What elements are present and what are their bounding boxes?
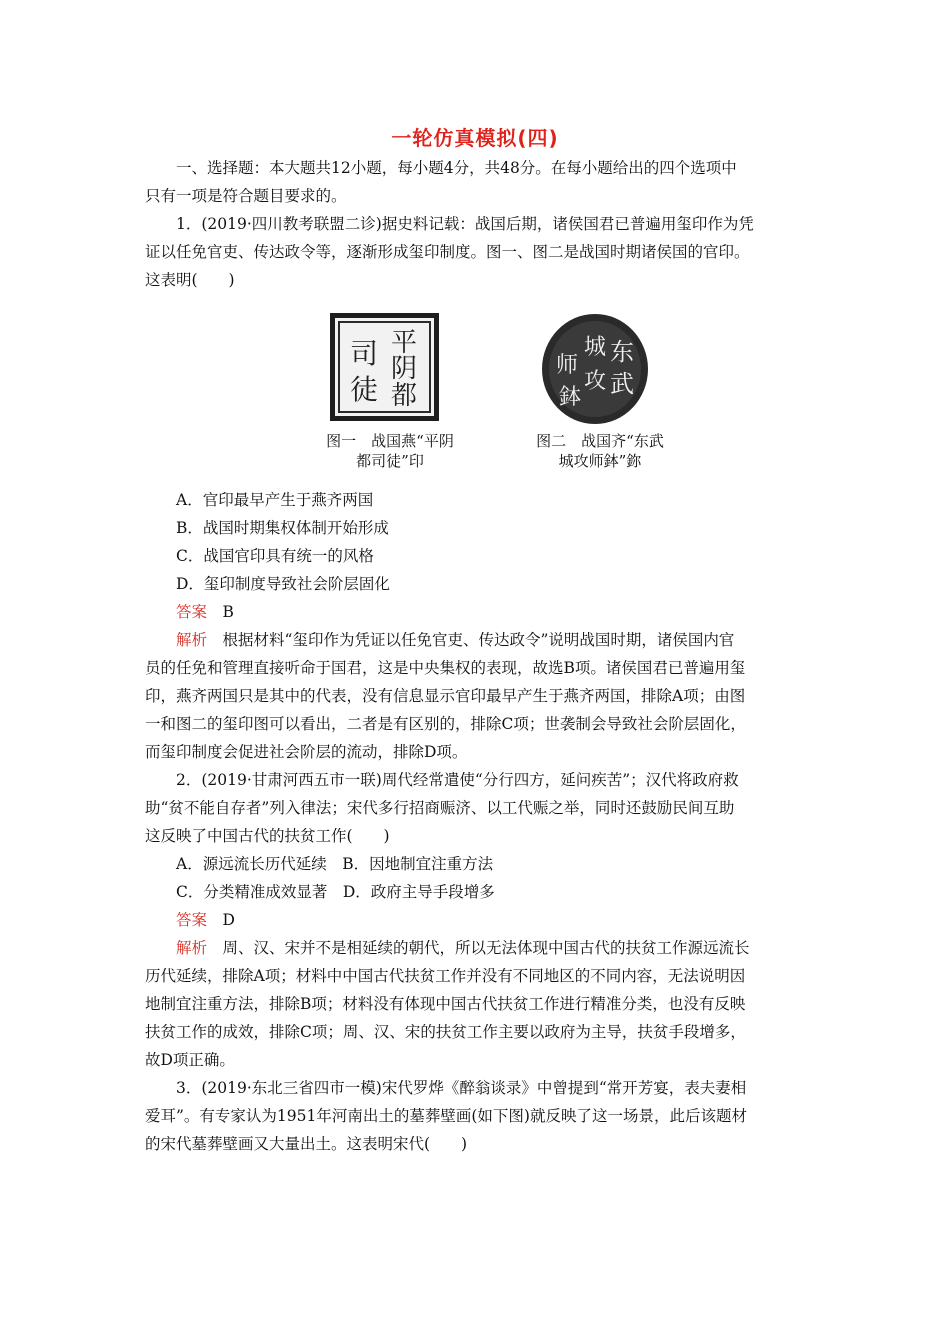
answer-label: 解析: [176, 631, 208, 649]
line-text: B: [207, 603, 234, 621]
text-line: [145, 742, 467, 762]
text-line: [145, 1106, 747, 1126]
line-text: 地制宜注重方法，排除B项；材料没有体现中国古代扶贫工作进行精准分类，也没有反映: [145, 995, 746, 1013]
text-line: [145, 826, 390, 846]
line-text: 历代延续，排除A项；材料中中国古代扶贫工作并没有不同地区的不同内容，无法说明因: [145, 967, 746, 985]
line-text: 证以任免官吏、传达政令等，逐渐形成玺印制度。图一、图二是战国时期诸侯国的官印。: [145, 243, 750, 261]
line-text: 这表明( ): [145, 271, 235, 289]
line-text: 扶贫工作的成效，排除C项；周、汉、宋的扶贫工作主要以政府为主导，扶贫手段增多，: [145, 1023, 746, 1041]
text-line: [176, 158, 737, 178]
text-line: [176, 770, 739, 790]
line-text: 一、选择题：本大题共12小题，每小题4分，共48分。在每小题给出的四个选项中: [176, 159, 737, 177]
text-line: [145, 186, 347, 206]
text-line: [145, 798, 734, 818]
line-text: A．源远流长历代延续 B．因地制宜注重方法: [176, 855, 494, 873]
seal-glyph: 鉢: [558, 385, 582, 410]
line-text: 而玺印制度会促进社会阶层的流动，排除D项。: [145, 743, 468, 761]
seal-glyph: 攻: [583, 369, 607, 394]
seal-glyph: 阴: [390, 354, 418, 384]
text-line: [145, 686, 745, 706]
text-line: [145, 714, 746, 734]
line-text: C．战国官印具有统一的风格: [176, 547, 374, 565]
line-text: 爱耳”。有专家认为1951年河南出土的墓葬壁画(如下图)就反映了这一场景，此后该题材: [145, 1107, 747, 1125]
line-text: 根据材料“玺印作为凭证以任免官吏、传达政令”说明战国时期，诸侯国内官: [207, 631, 735, 649]
line-text: D．玺印制度导致社会阶层固化: [176, 575, 390, 593]
line-text: 员的任免和管理直接听命于国君，这是中央集权的表现，故选B项。诸侯国君已普遍用玺: [145, 659, 746, 677]
text-line: [145, 1022, 746, 1042]
text-line: [176, 882, 495, 902]
seal-glyph: 城: [583, 335, 607, 360]
text-line: [145, 242, 750, 262]
text-line: [145, 1050, 235, 1070]
answer-label: 解析: [176, 939, 208, 957]
text-line: [145, 1134, 467, 1154]
answer-line: [176, 630, 734, 650]
text-line: [176, 574, 390, 594]
seal-glyph: 东: [610, 338, 634, 366]
line-text: 一和图二的玺印图可以看出，二者是有区别的，排除C项；世袭制会导致社会阶层固化，: [145, 715, 746, 733]
figure-1-caption-line2: 都司徒”印: [356, 452, 424, 470]
line-text: 故D项正确。: [145, 1051, 235, 1069]
seal-image-2: [540, 312, 650, 427]
line-text: 2．(2019·甘肃河西五市一联)周代经常遣使“分行四方，延问疾苦”；汉代将政府救: [176, 771, 739, 789]
text-line: [176, 854, 493, 874]
seal-glyph: 师: [555, 353, 579, 378]
seal-glyph: 都: [390, 381, 418, 411]
line-text: 3．(2019·东北三省四市一模)宋代罗烨《醉翁谈录》中曾提到“常开芳宴，表夫妻相: [176, 1079, 747, 1097]
line-text: A．官印最早产生于燕齐两国: [176, 491, 374, 509]
answer-line: [176, 602, 234, 622]
answer-label: 答案: [176, 911, 208, 929]
line-text: 助“贫不能自存者”列入律法；宋代多行招商赈济、以工代赈之举，同时还鼓励民间互助: [145, 799, 735, 817]
seal-glyph: 司: [349, 337, 379, 370]
answer-line: [176, 910, 235, 930]
text-line: [176, 490, 373, 510]
seal-image-1: [330, 313, 439, 421]
page-title: 一轮仿真模拟(四): [391, 126, 559, 150]
seal-glyph: 武: [610, 370, 634, 398]
text-line: [145, 658, 745, 678]
line-text: 1．(2019·四川教考联盟二诊)据史料记载：战国后期，诸侯国君已普遍用玺印作为凭: [176, 215, 754, 233]
line-text: B．战国时期集权体制开始形成: [176, 519, 389, 537]
figure-2-caption-line2: 城攻师鉢”鉨: [558, 452, 642, 470]
line-text: 的宋代墓葬壁画又大量出土。这表明宋代( ): [145, 1135, 468, 1153]
figure-1-caption-line1: 图一 战国燕“平阴: [326, 432, 454, 450]
line-text: C．分类精准成效显著 D．政府主导手段增多: [176, 883, 495, 901]
line-text: 这反映了中国古代的扶贫工作( ): [145, 827, 390, 845]
text-line: [145, 270, 235, 290]
line-text: 只有一项是符合题目要求的。: [145, 187, 347, 205]
line-text: 周、汉、宋并不是相延续的朝代，所以无法体现中国古代的扶贫工作源远流长: [207, 939, 750, 957]
text-line: [176, 518, 389, 538]
text-line: [145, 994, 745, 1014]
text-line: [176, 546, 374, 566]
seal-glyph: 徒: [349, 373, 379, 406]
seal-glyph: 平: [390, 328, 418, 358]
line-text: D: [207, 911, 235, 929]
answer-line: [176, 938, 750, 958]
text-line: [176, 214, 754, 234]
text-line: [145, 966, 745, 986]
answer-label: 答案: [176, 603, 208, 621]
figure-2-caption-line1: 图二 战国齐“东武: [536, 432, 664, 450]
line-text: 印，燕齐两国只是其中的代表，没有信息显示官印最早产生于燕齐两国，排除A项；由图: [145, 687, 746, 705]
text-line: [176, 1078, 746, 1098]
